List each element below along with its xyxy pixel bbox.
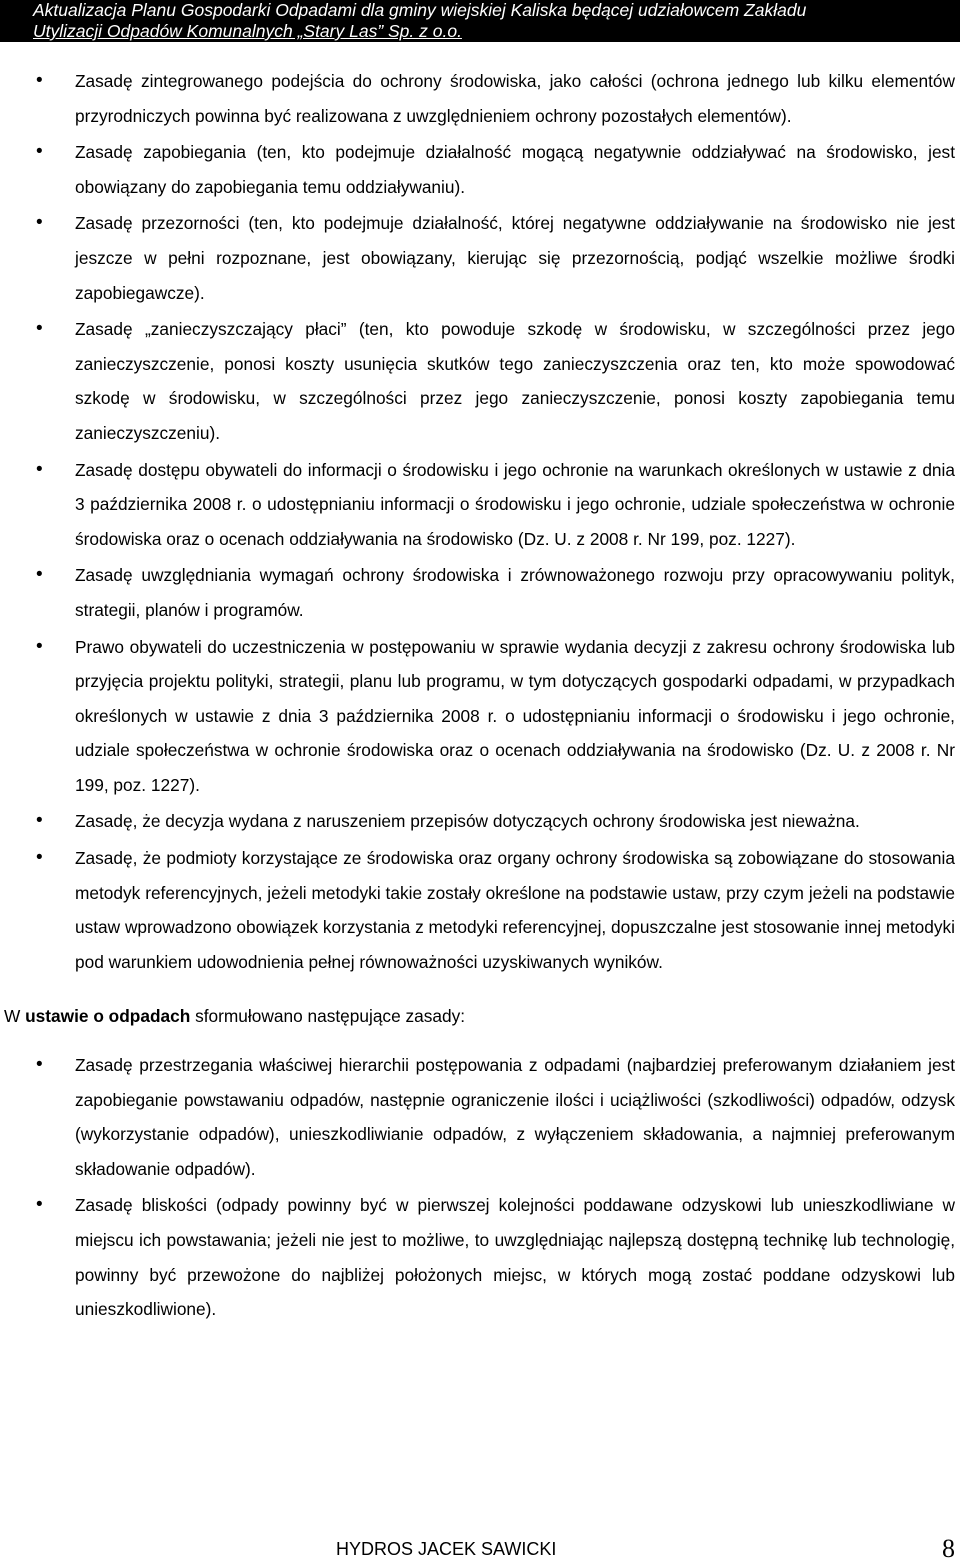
list-item-text: Zasadę „zanieczyszczający płaci” (ten, kto powoduje szkodę w środowisku, w szczególności przez jego zanieczyszczenie, ponosi koszty usunięcia skutków tego zanieczyszczenia oraz ten, kto może spowodować szkodę w środowisku, w szczególności przez jego zanieczyszczenie, ponosi koszty zapobiegania temu zanieczyszczeniu). — [75, 319, 955, 443]
bullet-icon: • — [36, 458, 43, 480]
intro-suffix: sformułowano następujące zasady: — [190, 1006, 466, 1027]
bullet-icon: • — [36, 70, 43, 91]
list-item-text: Zasadę bliskości (odpady powinny być w pierwszej kolejności poddawane odzyskowi lub unieszkodliwiane w miejscu ich powstawania; jeżeli nie jest to możliwe, to uwzględniając najlepszą dostępną technikę lub technologię, powinny być przewożone do najbliżej położonych miejsc, w których mogą zostać poddane odzyskowi lub unieszkodliwione). — [75, 1195, 955, 1320]
list-item-text: Zasadę, że decyzja wydana z naruszeniem przepisów dotyczących ochrony środowiska jest nieważna. — [75, 811, 860, 832]
bullet-icon: • — [36, 212, 43, 234]
waste-principles-list — [0, 1048, 960, 1327]
list-item-text: Zasadę przestrzegania właściwej hierarchii postępowania z odpadami (najbardziej preferowanym działaniem jest zapobieganie powstawaniu odpadów, następnie ograniczenie ilości i uciążliwości (szkodliwości) odpadów, odzysk (wykorzystanie odpadów), unieszkodliwianie odpadów, z wyłączeniem składowania, a najmniej preferowanym składowanie odpadów). — [75, 1055, 955, 1179]
list-item — [0, 312, 960, 450]
footer-company-name: HYDROS JACEK SAWICKI — [336, 1539, 557, 1559]
bullet-icon: • — [36, 635, 43, 657]
list-item-text: Zasadę zintegrowanego podejścia do ochrony środowiska, jako całości (ochrona jednego lub kilku elementów przyrodniczych powinna być realizowana z uwzględnieniem ochrony pozostałych elementów). — [75, 71, 955, 126]
list-item-text: Zasadę uwzględniania wymagań ochrony środowiska i zrównoważonego rozwoju przy opracowywaniu polityk, strategii, planów i programów. — [75, 565, 955, 620]
list-item — [0, 841, 960, 979]
list-item-text: Prawo obywateli do uczestniczenia w postępowaniu w sprawie wydania decyzji z zakresu ochrony środowiska lub przyjęcia projektu polityki, strategii, planu lub programu, w tym dotyczących gospodarki odpadami, w przypadkach określonych w ustawie z dnia 3 października 2008 r. o udostępnianiu informacji o środowisku i jego ochronie, udziale społeczeństwa w ochronie środowiska oraz o ocenach oddziaływania na środowisko (Dz. U. z 2008 r. Nr 199, poz. 1227). — [75, 636, 955, 795]
intro-prefix: W — [4, 1006, 26, 1027]
list-item — [0, 804, 960, 839]
header-line-2-text: Utylizacji Odpadów Komunalnych „Stary Las” Sp. z o.o. — [33, 21, 462, 41]
bullet-icon: • — [36, 318, 43, 340]
list-item-text: Zasadę przezorności (ten, kto podejmuje działalność, której negatywne oddziaływanie na środowisko nie jest jeszcze w pełni rozpoznane, jest obowiązany, kierując się przezornością, podjąć wszelkie możliwe środki zapobiegawcze). — [75, 213, 955, 303]
list-item-text: Zasadę zapobiegania (ten, kto podejmuje działalność mogącą negatywnie oddziaływać na środowisko, jest obowiązany do zapobiegania temu oddziaływaniu). — [75, 142, 955, 197]
environmental-principles-list — [0, 64, 960, 979]
list-item-text: Zasadę, że podmioty korzystające ze środowiska oraz organy ochrony środowiska są zobowiązane do stosowania metodyk referencyjnych, jeżeli metodyki takie zostały określone na podstawie ustaw, przy czym jeżeli na podstawie ustaw wprowadzono obowiązek korzystania z metodyki referencyjnej, dopuszczalne jest stosowanie innej metodyki pod warunkiem udowodnienia pełnej równoważności uzyskiwanych wyników. — [75, 848, 955, 972]
bullet-icon: • — [36, 1194, 43, 1216]
page-number: 8 — [942, 1534, 955, 1563]
list-item — [0, 64, 960, 133]
list-item — [0, 453, 960, 557]
list-item — [0, 135, 960, 204]
page-body — [0, 64, 960, 1329]
bullet-icon: • — [36, 847, 43, 869]
list-item — [0, 206, 960, 310]
bullet-icon: • — [36, 141, 43, 163]
bullet-icon: • — [36, 810, 43, 832]
list-item — [0, 1048, 960, 1186]
waste-act-intro — [0, 999, 960, 1034]
list-item-text: Zasadę dostępu obywateli do informacji o środowisku i jego ochronie na warunkach określonych w ustawie z dnia 3 października 2008 r. o udostępnianiu informacji o środowisku i jego ochronie, udziale społeczeństwa w ochronie środowiska oraz o ocenach oddziaływania na środowisko (Dz. U. z 2008 r. Nr 199, poz. 1227). — [75, 459, 955, 549]
bullet-icon: • — [36, 564, 43, 586]
list-item — [0, 630, 960, 803]
running-header — [0, 0, 960, 42]
bullet-icon: • — [36, 1054, 43, 1076]
list-item — [0, 1188, 960, 1326]
intro-bold-act-name: ustawie o odpadach — [25, 1006, 191, 1027]
header-line-1: Aktualizacja Planu Gospodarki Odpadami dla gminy wiejskiej Kaliska będącej udziałowcem Zakładu — [33, 0, 807, 20]
header-line-2 — [33, 21, 960, 42]
list-item — [0, 558, 960, 627]
